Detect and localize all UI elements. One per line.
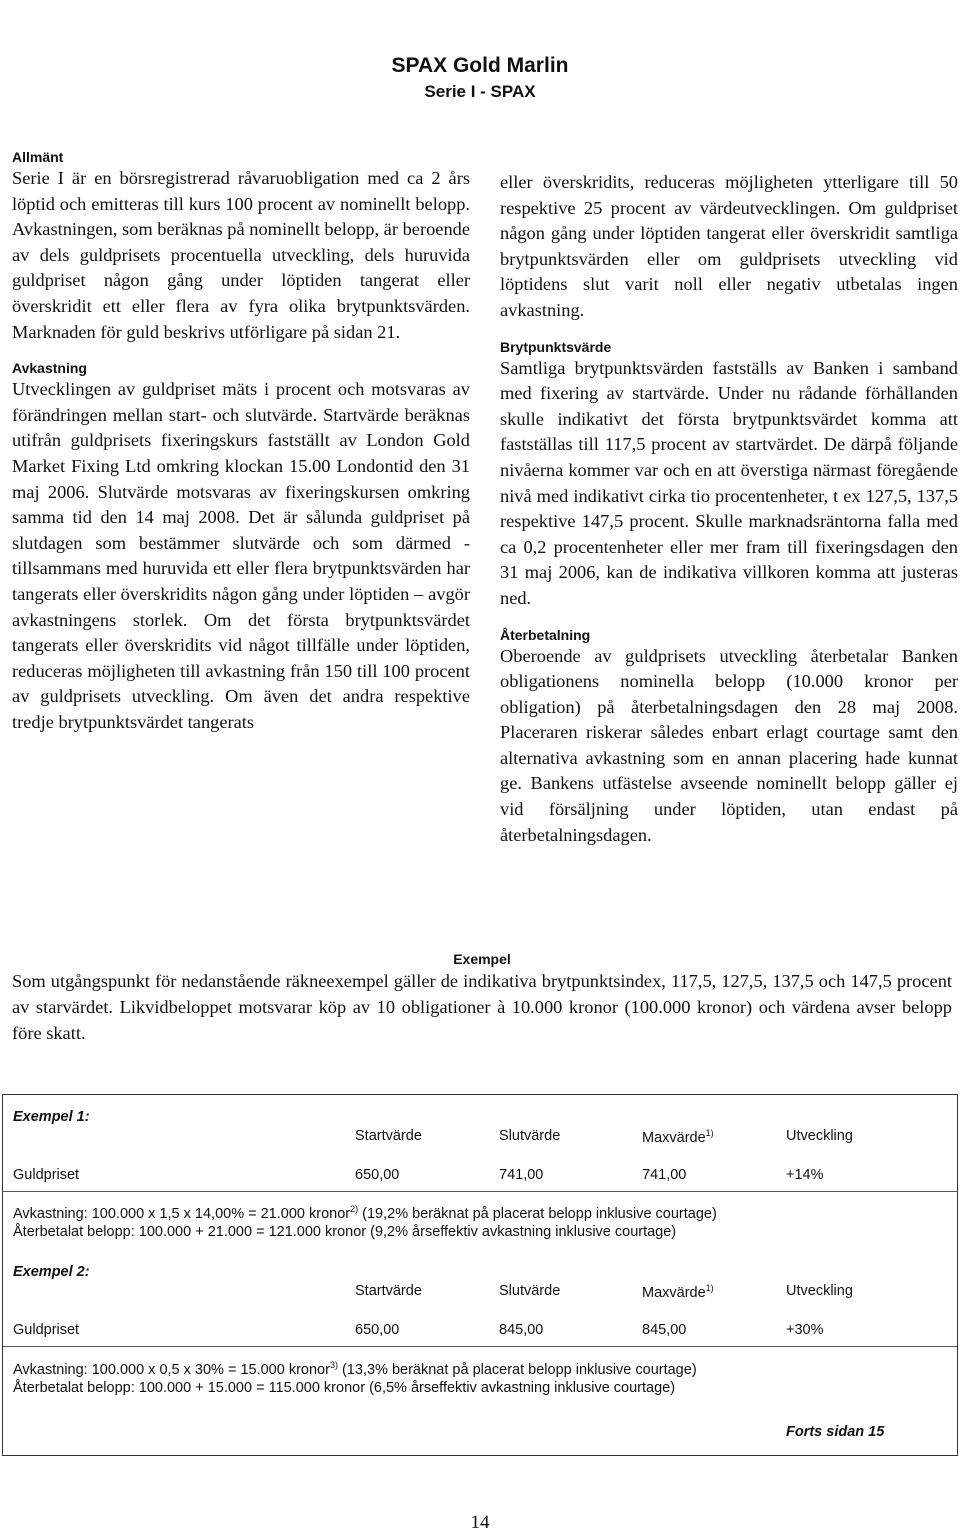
avkastning-heading: Avkastning	[12, 360, 87, 377]
divider	[3, 1191, 957, 1192]
left-column	[12, 148, 470, 735]
example1-row-label: Guldpriset	[13, 1167, 80, 1183]
example2-aterbetalat: Återbetalat belopp: 100.000 + 15.000 = 115.000 kronor (6,5% årseffektiv avkastning inklusive courtage)	[13, 1380, 676, 1396]
aterbetalning-text: Oberoende av guldprisets utveckling återbetalar Banken obligationens nominella belopp (10.000 kronor per obligation) på återbetalningsdagen den 28 maj 2008. Placeraren riskerar således enbart erlagt courtage samt den alternativa avkastning som en annan placering hade kunnat ge. Bankens utfästelse avseende nominellt belopp gäller ej vid försäljning under löptiden, utan endast på återbetalningsdagen.	[500, 645, 958, 845]
document-subtitle: Serie I - SPAX	[424, 82, 536, 101]
example1-startvarde: 650,00	[355, 1167, 400, 1183]
col-maxvarde-2: Maxvärde$^{1)}$	[642, 1283, 714, 1301]
document-title: SPAX Gold Marlin	[391, 54, 569, 77]
example2-slutvarde: 845,00	[499, 1322, 544, 1338]
examples-box	[2, 1094, 958, 1456]
example2-avkastning: Avkastning: 100.000 x 0,5 x 30% = 15.000 kronor$^{3)}$ (13,3% beräknat på placerat belopp inklusive courtage)	[13, 1360, 697, 1378]
example1-aterbetalat: Återbetalat belopp: 100.000 + 21.000 = 121.000 kronor (9,2% årseffektiv avkastning inklusive courtage)	[13, 1224, 677, 1240]
allmant-text: Serie I är en börsregistrerad råvaruobligation med ca 2 års löptid och emitteras till kurs 100 procent av nominellt belopp. Avkastningen, som beräknas på nominellt belopp, är beroende av dels guldprisets procentuella utveckling, dels huruvida guldpriset någon gång under löptiden tangerat eller överskridit ett eller flera av fyra olika brytpunktsvärden. Marknaden för guld beskrivs utförligare på sidan 21.	[12, 168, 470, 342]
continuation-text: eller överskridits, reduceras möjligheten ytterligare till 50 respektive 25 procent av värdeutvecklingen. Om guldpriset någon gång under löptiden tangerat eller överskridit samtliga brytpunktsvärden eller om guldprisets utveckling vid löptidens slut varit noll eller negativ utbetalas ingen avkastning.	[500, 172, 958, 320]
page-number: 14	[470, 1512, 490, 1533]
col-utveckling-2: Utveckling	[786, 1283, 853, 1299]
maxvarde-footnote: 1)	[705, 1128, 714, 1138]
right-column	[500, 170, 958, 848]
example2-maxvarde: 845,00	[642, 1322, 687, 1338]
example1-avkastning: Avkastning: 100.000 x 1,5 x 14,00% = 21.000 kronor$^{2)}$ (19,2% beräknat på placerat belopp inklusive courtage)	[13, 1204, 717, 1222]
col-slutvarde-2: Slutvärde	[499, 1283, 561, 1299]
example2-utveckling: +30%	[786, 1322, 824, 1338]
avkastning-text: Utvecklingen av guldpriset mäts i procent och motsvaras av förändringen mellan start- och slutvärde. Startvärde beräknas utifrån guldprisets fixeringskurs fastställt av London Gold Market Fixing Ltd omkring klockan 15.00 Londontid den 31 maj 2006. Slutvärde motsvaras av fixeringskursen omkring samma tid den 14 maj 2008. Det är sålunda guldpriset på slutdagen som bestämmer slutvärde och som därmed - tillsammans med huruvida ett eller flera brytpunktsvärden har tangerats eller överskridits någon gång under löptiden – avgör avkastningens storlek. Om det första brytpunktsvärdet tangerats eller överskridits vid något tillfälle under löptiden, reduceras möjligheten till avkastning från 150 till 100 procent av guldprisets utveckling. Om även det andra respektive tredje brytpunktsvärdet tangerats	[12, 379, 470, 732]
exempel-heading: Exempel	[453, 951, 511, 967]
col-utveckling: Utveckling	[786, 1128, 853, 1144]
example1-utveckling: +14%	[786, 1167, 824, 1183]
col-startvarde: Startvärde	[355, 1128, 422, 1144]
exempel-section	[12, 950, 952, 1046]
col-startvarde-2: Startvärde	[355, 1283, 422, 1299]
brytpunktsvarde-heading: Brytpunktsvärde	[500, 338, 612, 355]
example1-slutvarde: 741,00	[499, 1167, 544, 1183]
exempel-text: Som utgångspunkt för nedanstående räkneexempel gäller de indikativa brytpunktsindex, 117,5, 127,5, 137,5 och 147,5 procent av starvärdet. Likvidbeloppet motsvarar köp av 10 obligationer à 10.000 kronor (100.000 kronor) och värdena avser belopp före skatt.	[12, 971, 952, 1043]
example1-label: Exempel 1:	[13, 1109, 90, 1125]
example2-startvarde: 650,00	[355, 1322, 400, 1338]
col-slutvarde: Slutvärde	[499, 1128, 561, 1144]
page-header	[0, 52, 960, 104]
continued-note: Forts sidan 15	[786, 1424, 885, 1440]
example2-label: Exempel 2:	[13, 1264, 90, 1280]
allmant-heading: Allmänt	[12, 149, 64, 165]
example1-maxvarde: 741,00	[642, 1167, 687, 1183]
divider	[3, 1346, 957, 1347]
aterbetalning-heading: Återbetalning	[500, 626, 591, 643]
example2-row-label: Guldpriset	[13, 1322, 80, 1338]
brytpunktsvarde-text: Samtliga brytpunktsvärden fastställs av Banken i samband med fixering av startvärde. Under nu rådande förhållanden skulle indikativt det första brytpunktsvärdet komma att fastställas till 117,5 procent av startvärdet. De därpå följande nivåerna kommer var och en att överstiga närmast föregående nivå med indikativt cirka tio procentenheter, t ex 127,5, 137,5 respektive 147,5 procent. Skulle marknadsräntorna falla med ca 0,2 procentenheter eller mer fram till fixeringsdagen den 31 maj 2006, kan de indikativa villkoren komma att justeras ned.	[500, 357, 958, 608]
col-maxvarde: Maxvärde$^{1)}$	[642, 1128, 714, 1146]
